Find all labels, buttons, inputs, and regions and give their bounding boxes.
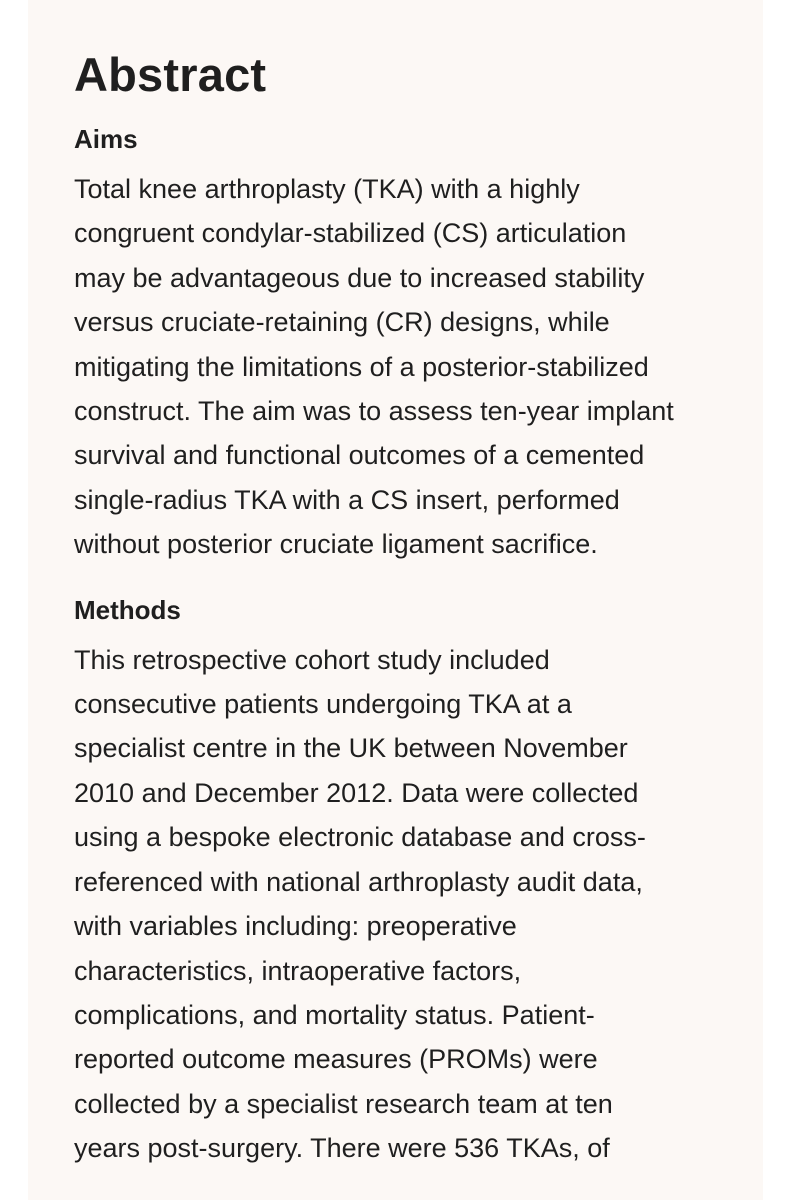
aims-line: Total knee arthroplasty (TKA) with a highly (74, 174, 580, 204)
methods-heading: Methods (74, 594, 181, 625)
aims-line: without posterior cruciate ligament sacrifice. (74, 529, 598, 560)
aims-line: construct. The aim was to assess ten-year implant (74, 396, 674, 427)
methods-section (74, 589, 734, 1171)
methods-line: This retrospective cohort study included (74, 644, 550, 675)
abstract-title: Abstract (74, 48, 267, 101)
methods-line: collected by a specialist research team at ten (74, 1088, 613, 1119)
methods-line: characteristics, intraoperative factors, (74, 955, 522, 986)
methods-line: 2010 and December 2012. Data were collected (74, 777, 639, 808)
methods-line: consecutive patients undergoing TKA at a (74, 689, 572, 720)
methods-body (74, 638, 734, 1171)
abstract-content (74, 42, 734, 1193)
aims-line: survival and functional outcomes of a cemented (74, 440, 645, 471)
methods-line: reported outcome measures (PROMs) were (74, 1044, 598, 1075)
methods-line: with variables including: preoperative (74, 911, 517, 942)
methods-line: specialist centre in the UK between November (74, 733, 628, 764)
methods-line: using a bespoke electronic database and cross- (74, 822, 646, 853)
methods-line: complications, and mortality status. Patient- (74, 999, 595, 1030)
aims-heading: Aims (74, 124, 138, 154)
aims-line: congruent condylar-stabilized (CS) articulation (74, 218, 627, 249)
aims-body (74, 167, 734, 567)
methods-line: years post-surgery. There were 536 TKAs, of (74, 1133, 610, 1164)
aims-line: versus cruciate-retaining (CR) designs, while (74, 307, 610, 338)
methods-line: referenced with national arthroplasty audit data, (74, 866, 643, 897)
aims-section (74, 118, 734, 567)
aims-line: may be advantageous due to increased stability (74, 262, 645, 293)
aims-line: single-radius TKA with a CS insert, performed (74, 484, 620, 515)
aims-line: mitigating the limitations of a posterior-stabilized (74, 351, 649, 382)
